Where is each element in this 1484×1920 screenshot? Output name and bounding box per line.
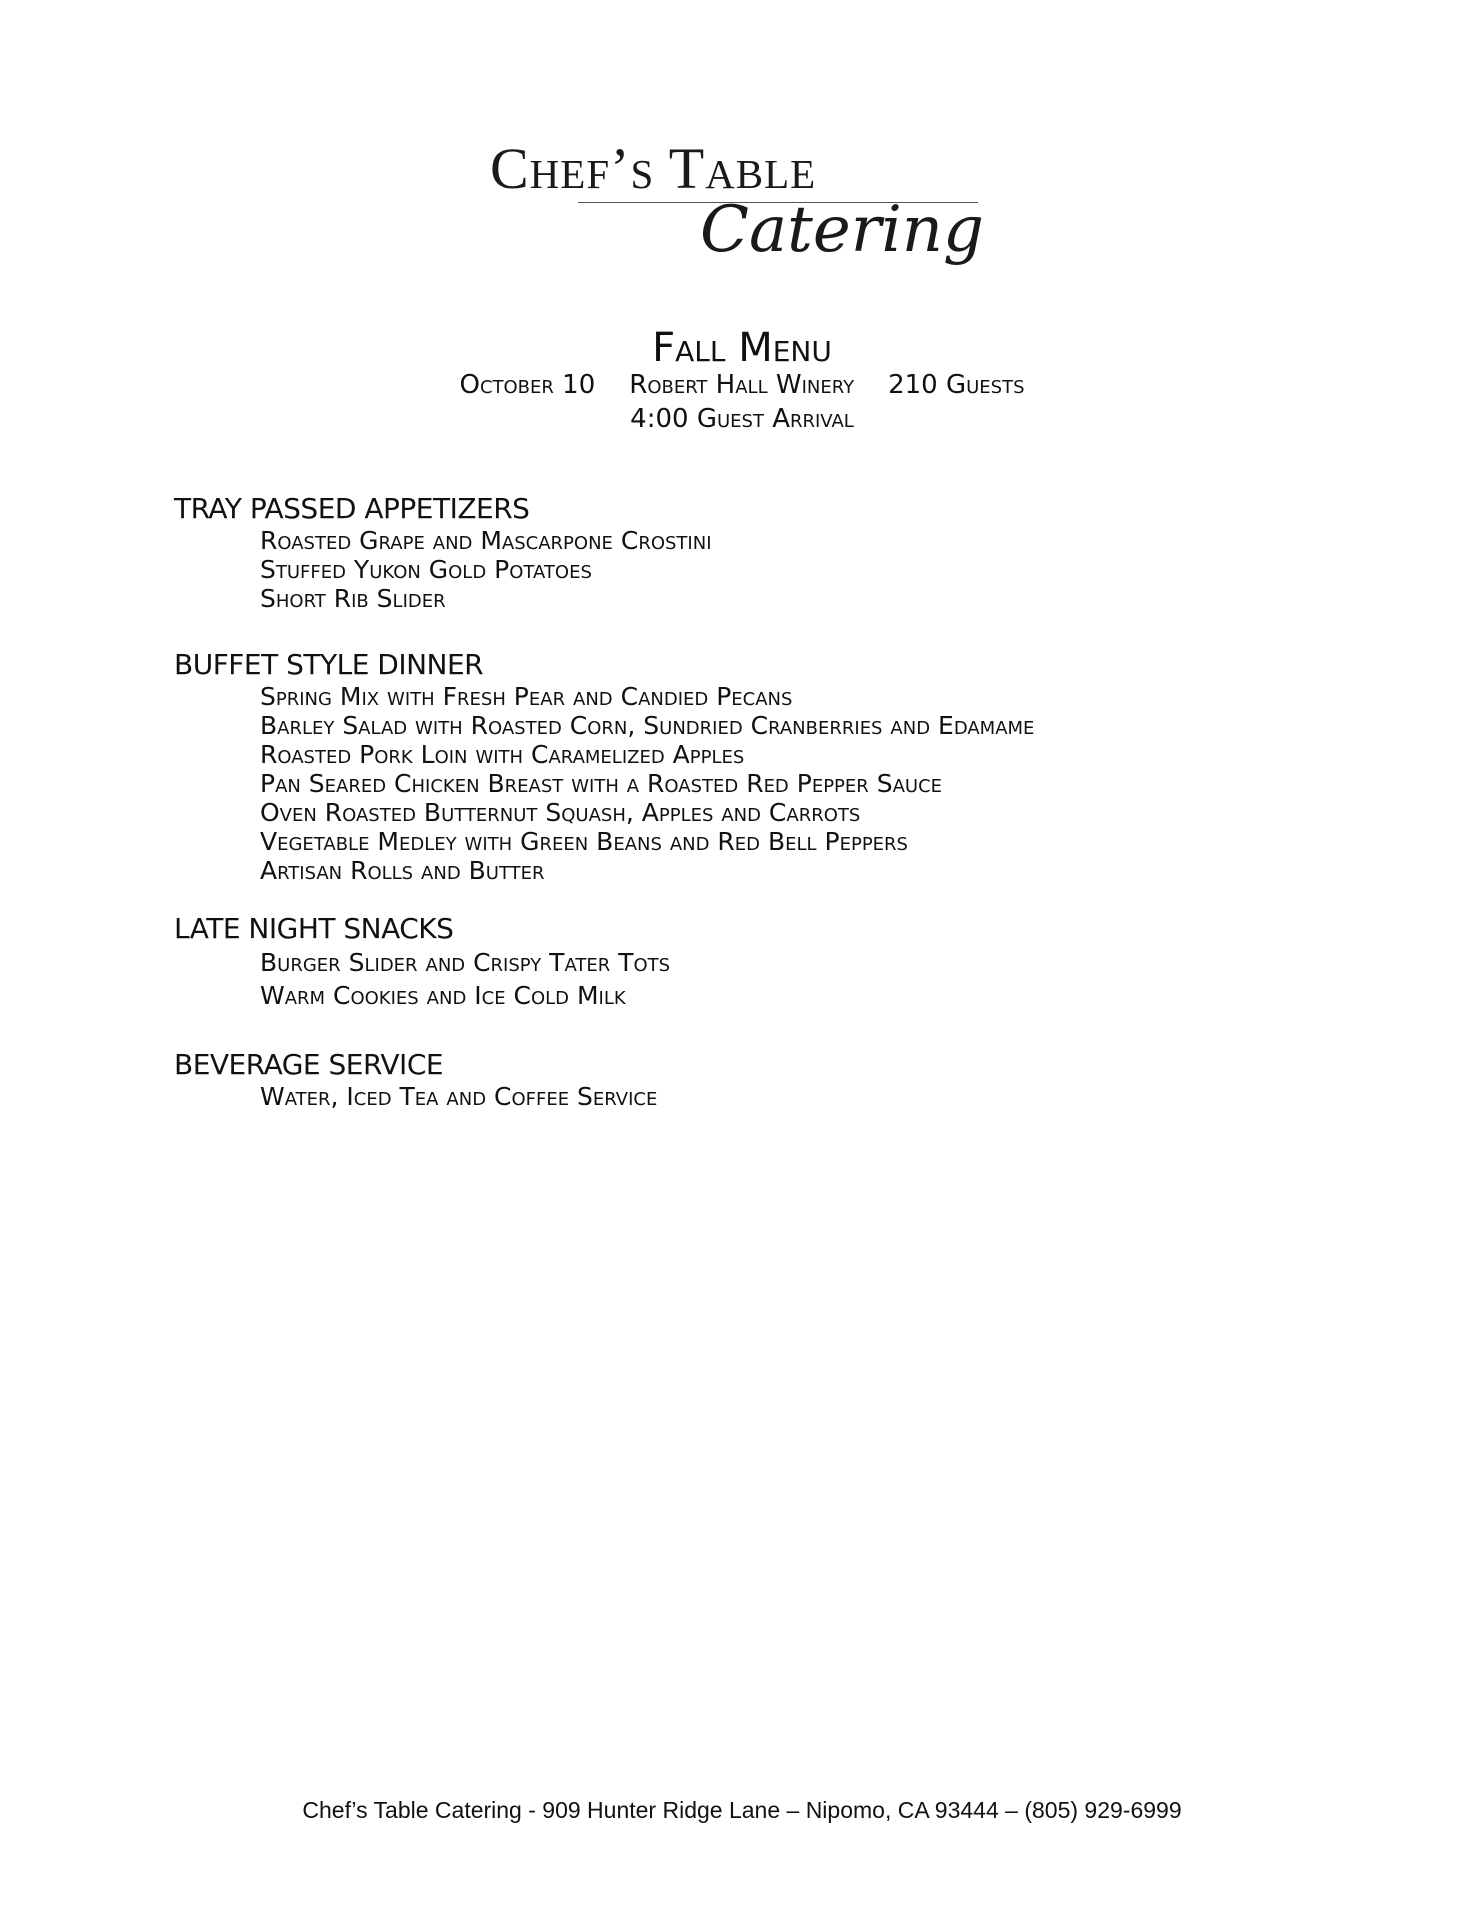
section-heading: TRAY PASSED APPETIZERS — [174, 492, 530, 525]
guest-count: 210 Guests — [888, 370, 1025, 400]
menu-item: Roasted Grape and Mascarpone Crostini — [260, 526, 712, 555]
menu-item: Short Rib Slider — [260, 584, 446, 613]
guest-arrival-time: 4:00 Guest Arrival — [630, 404, 854, 434]
event-venue: Robert Hall Winery — [629, 370, 855, 400]
section-heading: BEVERAGE SERVICE — [174, 1048, 444, 1081]
section-heading: LATE NIGHT SNACKS — [174, 912, 454, 945]
menu-item: Stuffed Yukon Gold Potatoes — [260, 555, 592, 584]
menu-section-late-night-snacks — [174, 912, 670, 1012]
menu-section-beverage-service — [174, 1048, 657, 1111]
logo-script-wordmark: Catering — [700, 193, 984, 267]
menu-section-appetizers — [174, 492, 712, 613]
logo-wordmark: Chef’s Table — [490, 136, 817, 201]
company-logo — [490, 136, 990, 280]
event-date: October 10 — [459, 370, 596, 400]
event-details — [0, 370, 1484, 400]
menu-item: Vegetable Medley with Green Beans and Red Bell Peppers — [260, 827, 908, 856]
menu-item: Barley Salad with Roasted Corn, Sundried Cranberries and Edamame — [260, 711, 1035, 740]
menu-item: Roasted Pork Loin with Caramelized Apples — [260, 740, 745, 769]
section-heading: BUFFET STYLE DINNER — [174, 648, 484, 681]
menu-item: Warm Cookies and Ice Cold Milk — [260, 981, 626, 1010]
menu-title: Fall Menu — [652, 325, 832, 371]
menu-item: Artisan Rolls and Butter — [260, 856, 545, 885]
menu-item: Oven Roasted Butternut Squash, Apples and Carrots — [260, 798, 861, 827]
menu-item: Pan Seared Chicken Breast with a Roasted Red Pepper Sauce — [260, 769, 943, 798]
menu-item: Water, Iced Tea and Coffee Service — [260, 1082, 658, 1111]
menu-item: Burger Slider and Crispy Tater Tots — [260, 948, 671, 977]
menu-item: Spring Mix with Fresh Pear and Candied Pecans — [260, 682, 793, 711]
menu-section-buffet-dinner — [174, 648, 1034, 885]
footer-contact-info: Chef’s Table Catering - 909 Hunter Ridge Lane – Nipomo, CA 93444 – (805) 929-6999 — [302, 1797, 1182, 1823]
